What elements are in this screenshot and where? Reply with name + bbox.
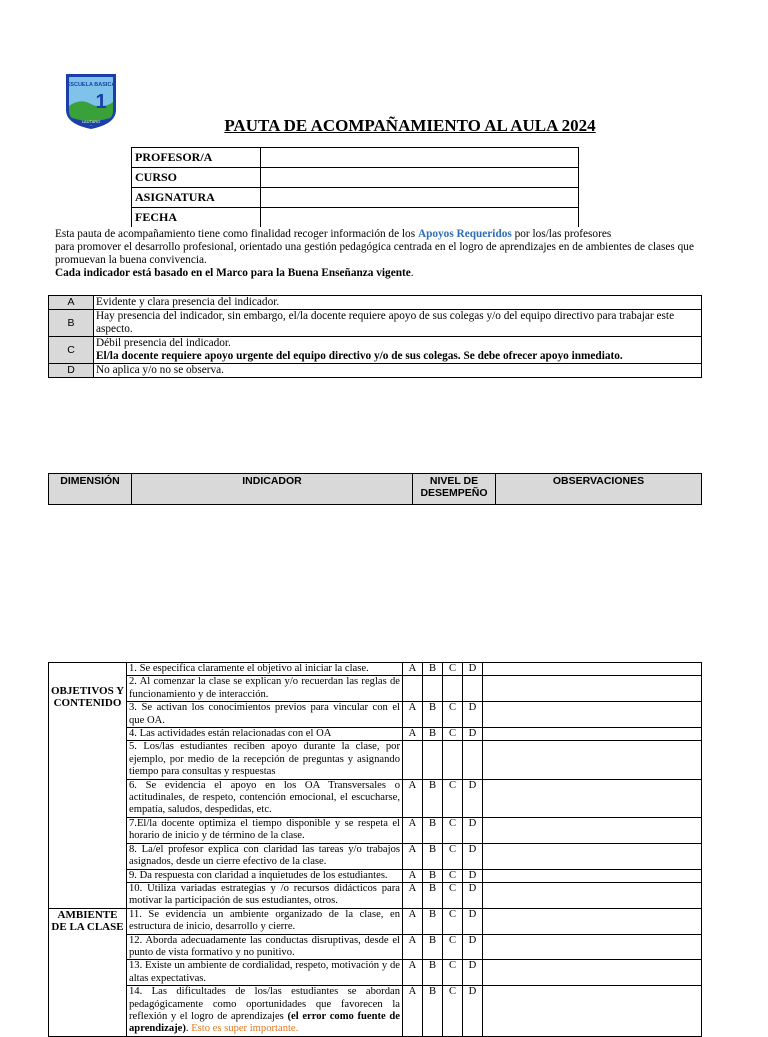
level-option-c[interactable]: C xyxy=(443,882,463,908)
level-option-b[interactable]: B xyxy=(423,663,443,676)
intro-framework-note: Cada indicador está basado en el Marco para la Buena Enseñanza vigente xyxy=(55,267,411,279)
teacher-info-table xyxy=(131,147,579,227)
indicator-statement: 8. La/el profesor explica con claridad las tareas y/o trabajos asignados, desde un cierre efectivo de la clase. xyxy=(129,843,400,868)
level-option-b[interactable]: B xyxy=(423,702,443,728)
level-option-b[interactable]: B xyxy=(423,882,443,908)
observations-cell[interactable] xyxy=(483,728,702,741)
indicator-table xyxy=(48,662,702,1037)
level-option-c[interactable]: C xyxy=(443,817,463,843)
info-label: ASIGNATURA xyxy=(132,188,261,208)
indicator-statement: 14. Las dificultades de los/las estudiantes se abordan pedagógicamente como oportunidades que favorecen la reflexión y el logro de aprendizajes xyxy=(129,986,400,1022)
legend-description xyxy=(94,364,702,378)
observations-cell[interactable] xyxy=(483,986,702,1037)
level-option-a[interactable]: A xyxy=(403,728,423,741)
intro-text: . xyxy=(410,267,414,279)
legend-table xyxy=(48,295,702,378)
indicator-row xyxy=(49,741,702,779)
level-option-a[interactable]: A xyxy=(403,869,423,882)
indicator-text xyxy=(127,779,403,817)
level-option-c[interactable] xyxy=(443,676,463,702)
info-label: PROFESOR/A xyxy=(132,148,261,168)
intro-highlight: Apoyos Requeridos xyxy=(417,228,512,240)
info-label: FECHA xyxy=(132,208,261,228)
indicator-text xyxy=(127,676,403,702)
indicator-text xyxy=(127,869,403,882)
column-header-table xyxy=(48,473,702,505)
legend-row xyxy=(49,310,702,337)
intro-text: por los/las profesores xyxy=(511,228,612,240)
level-option-c[interactable] xyxy=(443,741,463,779)
level-option-d[interactable]: D xyxy=(463,960,483,986)
indicator-row xyxy=(49,882,702,908)
level-option-c[interactable]: C xyxy=(443,843,463,869)
legend-text: Débil presencia del indicador. xyxy=(96,337,231,349)
level-option-c[interactable]: C xyxy=(443,960,463,986)
info-value-field[interactable] xyxy=(261,188,579,208)
indicator-statement: 9. Da respuesta con claridad a inquietudes de los estudiantes. xyxy=(129,869,388,881)
info-row xyxy=(132,208,579,228)
level-option-a[interactable]: A xyxy=(403,986,423,1037)
level-option-c[interactable]: C xyxy=(443,908,463,934)
level-option-b[interactable] xyxy=(423,741,443,779)
legend-row xyxy=(49,296,702,310)
level-option-a[interactable]: A xyxy=(403,960,423,986)
legend-key: A xyxy=(49,296,94,310)
indicator-row xyxy=(49,986,702,1037)
level-option-d[interactable]: D xyxy=(463,843,483,869)
legend-row xyxy=(49,364,702,378)
observations-cell[interactable] xyxy=(483,676,702,702)
indicator-statement: 4. Las actividades están relacionadas con el OA xyxy=(129,728,332,740)
indicator-statement: 6. Se evidencia el apoyo en los OA Transversales o actitudinales, de respeto, contención emocional, el escucharse, empatía, saludos, despedidas, etc. xyxy=(129,779,400,816)
indicator-text xyxy=(127,817,403,843)
indicator-statement: 12. Aborda adecuadamente las conductas disruptivas, desde el punto de vista formativo y no punitivo. xyxy=(129,934,400,958)
level-option-d[interactable] xyxy=(463,741,483,779)
indicator-text xyxy=(127,741,403,779)
observations-cell[interactable] xyxy=(483,908,702,934)
level-option-a[interactable]: A xyxy=(403,908,423,934)
observations-cell[interactable] xyxy=(483,702,702,728)
level-option-d[interactable]: D xyxy=(463,908,483,934)
indicator-statement: 2. Al comenzar la clase se explican y/o recuerdan las reglas de funcionamiento y de interacción. xyxy=(129,676,400,700)
level-option-d[interactable]: D xyxy=(463,779,483,817)
indicator-row xyxy=(49,779,702,817)
indicator-row xyxy=(49,663,702,676)
level-option-c[interactable]: C xyxy=(443,779,463,817)
level-option-d[interactable]: D xyxy=(463,869,483,882)
level-option-c[interactable]: C xyxy=(443,986,463,1037)
column-indicator: INDICADOR xyxy=(132,474,413,505)
info-value-field[interactable] xyxy=(261,148,579,168)
level-option-d[interactable]: D xyxy=(463,702,483,728)
indicator-text xyxy=(127,702,403,728)
legend-urgent-text: El/la docente requiere apoyo urgente del equipo directivo y/o de sus colegas. Se debe ofrecer apoyo inmediato. xyxy=(96,350,623,362)
indicator-text xyxy=(127,663,403,676)
level-option-a[interactable]: A xyxy=(403,934,423,960)
level-option-a[interactable]: A xyxy=(403,843,423,869)
level-option-d[interactable]: D xyxy=(463,934,483,960)
level-option-c[interactable]: C xyxy=(443,869,463,882)
level-option-c[interactable]: C xyxy=(443,663,463,676)
dimension-label: AMBIENTE DE LA CLASE xyxy=(49,908,127,1036)
observations-cell[interactable] xyxy=(483,817,702,843)
indicator-statement: 5. Los/las estudiantes reciben apoyo durante la clase, por ejemplo, por medio de la recepción de preguntas y asignando tiempo para consultas y respuestas xyxy=(129,741,400,778)
level-option-a[interactable]: A xyxy=(403,817,423,843)
level-option-a[interactable]: A xyxy=(403,702,423,728)
indicator-statement: 11. Se evidencia un ambiente organizado de la clase, en estructura de inicio, desarrollo y cierre. xyxy=(129,908,400,933)
legend-key: D xyxy=(49,364,94,378)
legend-text: Evidente y clara presencia del indicador. xyxy=(96,296,280,308)
observations-cell[interactable] xyxy=(483,779,702,817)
level-option-b[interactable]: B xyxy=(423,960,443,986)
legend-description xyxy=(94,337,702,364)
legend-text: Hay presencia del indicador, sin embargo, el/la docente requiere apoyo de sus colegas y/o del equipo directivo para trabajar este aspecto. xyxy=(96,310,675,335)
indicator-row xyxy=(49,934,702,960)
indicator-row xyxy=(49,843,702,869)
level-option-a[interactable]: A xyxy=(403,882,423,908)
indicator-note: Esto es super importante. xyxy=(191,1023,299,1035)
level-option-d[interactable]: D xyxy=(463,817,483,843)
page-title: PAUTA DE ACOMPAÑAMIENTO AL AULA 2024 xyxy=(224,116,596,135)
legend-key: C xyxy=(49,337,94,364)
logo-number: 1 xyxy=(95,91,107,113)
legend-text: No aplica y/o no se observa. xyxy=(96,364,224,376)
logo-top-text: ESCUELA BASICA xyxy=(66,82,116,88)
level-option-a[interactable]: A xyxy=(403,663,423,676)
level-option-b[interactable]: B xyxy=(423,934,443,960)
level-option-c[interactable]: C xyxy=(443,728,463,741)
level-option-c[interactable]: C xyxy=(443,702,463,728)
level-option-b[interactable]: B xyxy=(423,779,443,817)
indicator-row xyxy=(49,960,702,986)
intro-text: para promover el desarrollo profesional, orientado una gestión pedagógica centrada en el logro de aprendizajes en de ambientes de clases que promuevan la buena convivencia. xyxy=(55,241,694,266)
level-option-d[interactable]: D xyxy=(463,728,483,741)
legend-key: B xyxy=(49,310,94,337)
indicator-row xyxy=(49,817,702,843)
level-option-c[interactable]: C xyxy=(443,934,463,960)
info-row xyxy=(132,168,579,188)
observations-cell[interactable] xyxy=(483,882,702,908)
level-option-d[interactable]: D xyxy=(463,986,483,1037)
indicator-statement: 10. Utiliza variadas estrategias y /o recursos didácticos para motivar la participación de sus estudiantes, otros. xyxy=(129,882,400,907)
observations-cell[interactable] xyxy=(483,869,702,882)
legend-description xyxy=(94,296,702,310)
level-option-a[interactable]: A xyxy=(403,779,423,817)
level-option-b[interactable]: B xyxy=(423,817,443,843)
indicator-text xyxy=(127,882,403,908)
indicator-row xyxy=(49,728,702,741)
indicator-row xyxy=(49,908,702,934)
logo-bottom-text: LAUTARO xyxy=(81,119,101,124)
level-option-b[interactable] xyxy=(423,676,443,702)
indicator-statement: 1. Se especifica claramente el objetivo al iniciar la clase. xyxy=(129,663,369,674)
indicator-text xyxy=(127,986,403,1037)
info-row xyxy=(132,188,579,208)
indicator-text xyxy=(127,843,403,869)
observations-cell[interactable] xyxy=(483,960,702,986)
indicator-text xyxy=(127,908,403,934)
observations-cell[interactable] xyxy=(483,663,702,676)
info-value-field[interactable] xyxy=(261,208,579,228)
indicator-row xyxy=(49,702,702,728)
info-row xyxy=(132,148,579,168)
indicator-statement: 3. Se activan los conocimientos previos para vincular con el que OA. xyxy=(129,702,400,726)
level-option-b[interactable]: B xyxy=(423,869,443,882)
indicator-row xyxy=(49,869,702,882)
level-option-a[interactable] xyxy=(403,741,423,779)
indicator-statement: 7.El/la docente optimiza el tiempo disponible y se respeta el horario de inicio y de término de la clase. xyxy=(129,817,400,842)
level-option-d[interactable]: D xyxy=(463,882,483,908)
level-option-b[interactable]: B xyxy=(423,843,443,869)
intro-text: Esta pauta de acompañamiento tiene como finalidad recoger información de los xyxy=(55,228,418,240)
info-label: CURSO xyxy=(132,168,261,188)
legend-description xyxy=(94,310,702,337)
column-level: NIVEL DE DESEMPEÑO xyxy=(413,474,496,505)
legend-row xyxy=(49,337,702,364)
observations-cell[interactable] xyxy=(483,934,702,960)
intro-paragraph xyxy=(55,228,705,280)
level-option-d[interactable] xyxy=(463,676,483,702)
column-observations: OBSERVACIONES xyxy=(496,474,702,505)
level-option-b[interactable]: B xyxy=(423,986,443,1037)
observations-cell[interactable] xyxy=(483,843,702,869)
indicator-text xyxy=(127,728,403,741)
indicator-statement: 13. Existe un ambiente de cordialidad, respeto, motivación y de altas expectativas. xyxy=(129,960,400,984)
level-option-b[interactable]: B xyxy=(423,728,443,741)
column-dimension: DIMENSIÓN xyxy=(49,474,132,505)
level-option-d[interactable]: D xyxy=(463,663,483,676)
indicator-text xyxy=(127,960,403,986)
level-option-a[interactable] xyxy=(403,676,423,702)
indicator-statement: . xyxy=(185,1023,192,1035)
info-value-field[interactable] xyxy=(261,168,579,188)
level-option-b[interactable]: B xyxy=(423,908,443,934)
indicator-text xyxy=(127,934,403,960)
indicator-emphasis: (el error como fuente de aprendizaje) xyxy=(129,1010,400,1035)
observations-cell[interactable] xyxy=(483,741,702,779)
indicator-row xyxy=(49,676,702,702)
dimension-label: OBJETIVOS Y CONTENIDO xyxy=(49,663,127,909)
